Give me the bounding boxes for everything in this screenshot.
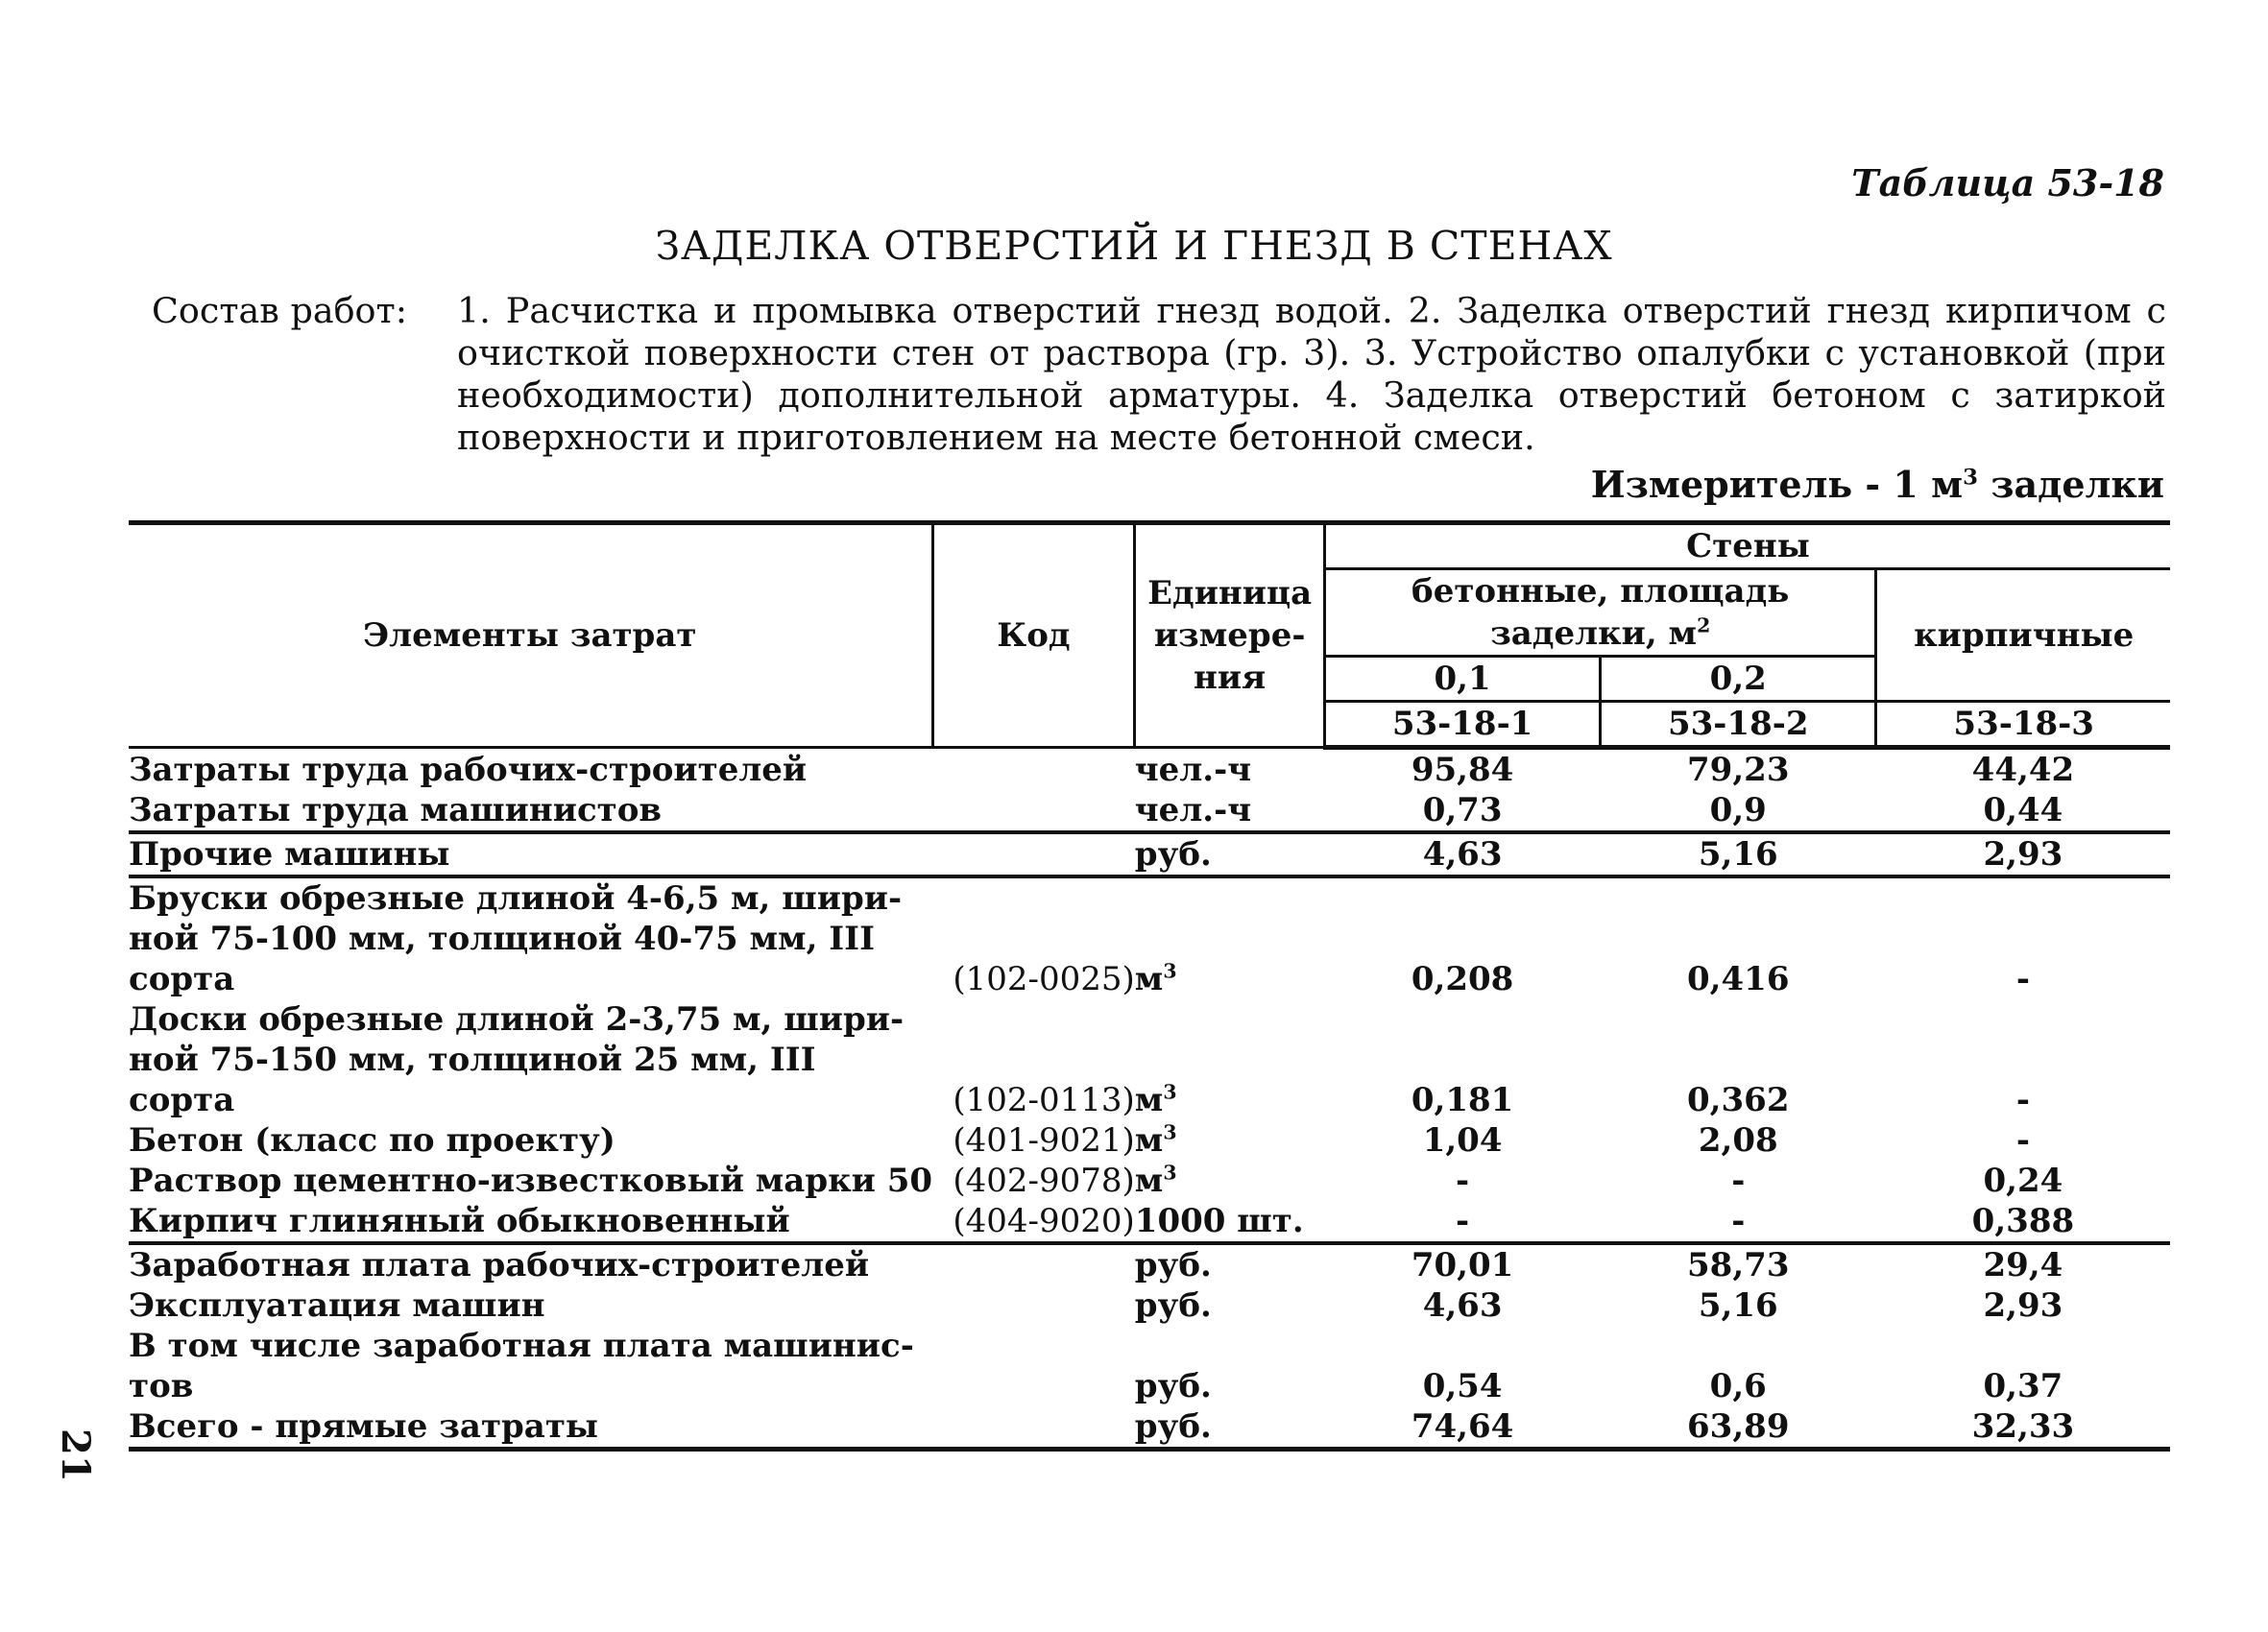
- row-value-2: -: [1731, 1202, 1746, 1240]
- row-unit-superscript: 3: [1163, 1080, 1177, 1104]
- row-unit-label: 1000 шт.: [1134, 1202, 1304, 1240]
- row-unit: [1135, 832, 1325, 876]
- row-unit-label: руб.: [1134, 1367, 1212, 1405]
- row-unit: [1135, 876, 1325, 999]
- row-unit: [1135, 1161, 1325, 1201]
- row-unit-label: чел.-ч: [1134, 751, 1252, 789]
- row-value-1: 74,64: [1411, 1407, 1514, 1446]
- row-value-1: 70,01: [1325, 1243, 1601, 1285]
- row-unit: [1135, 1243, 1325, 1285]
- row-value-2: 63,89: [1687, 1407, 1790, 1446]
- row-name: Эксплуатация машин: [129, 1286, 545, 1325]
- row-unit: [1135, 1201, 1325, 1243]
- row-value-2: 0,362: [1687, 1081, 1790, 1119]
- header-code-1: 53-18-1: [1325, 702, 1601, 748]
- row-value-2: -: [1731, 1162, 1746, 1200]
- row-unit: [1135, 1406, 1325, 1450]
- row-value-2: 0,416: [1601, 876, 1876, 999]
- row-unit-label: м: [1134, 960, 1164, 998]
- header-area-2: 0,2: [1601, 657, 1876, 702]
- table-row: [129, 1285, 2170, 1326]
- row-value-3: 32,33: [1971, 1407, 2075, 1446]
- table-row: [129, 1243, 2170, 1285]
- work-composition-text: 1. Расчистка и промывка отверстий гнезд водой. 2. Заделка отверстий гнезд кирпичом с очисткой поверхности стен от раствора (гр. 3). 3. Устройство опалубки с установкой (при необходимости) дополнительной арматуры. 4. Заделка отверстий бетоном с затиркой поверхности и приготовлением на месте бетонной смеси.: [457, 290, 2166, 458]
- header-code: Код: [932, 523, 1135, 748]
- row-value-2: 0,9: [1709, 791, 1767, 829]
- row-code: (404-9020): [953, 1202, 1135, 1240]
- row-code: (401-9021): [953, 1121, 1135, 1160]
- table-row: [129, 1326, 2170, 1406]
- row-value-3: 2,93: [1876, 832, 2170, 876]
- row-value-3: 0,44: [1983, 791, 2063, 829]
- row-value-2: 2,08: [1698, 1121, 1778, 1160]
- header-elements: Элементы затрат: [129, 523, 932, 748]
- row-unit-label: м: [1134, 1121, 1164, 1160]
- row-value-2: 0,6: [1709, 1367, 1767, 1405]
- row-name: Бетон (класс по проекту): [129, 1121, 615, 1160]
- row-unit-label: руб.: [1134, 1407, 1212, 1446]
- document-title: ЗАДЕЛКА ОТВЕРСТИЙ И ГНЕЗД В СТЕНАХ: [655, 223, 1613, 269]
- row-code: [932, 1326, 1135, 1406]
- table-row: [129, 748, 2170, 791]
- row-unit-label: руб.: [1134, 1246, 1212, 1284]
- row-code: [932, 748, 1135, 791]
- row-value-2: 5,16: [1601, 832, 1876, 876]
- row-code: (102-0025): [932, 876, 1135, 999]
- table-row: [129, 876, 2170, 999]
- row-unit: [1135, 748, 1325, 791]
- header-code-3: 53-18-3: [1876, 702, 2170, 748]
- row-code: [932, 832, 1135, 876]
- row-unit: [1135, 790, 1325, 832]
- row-unit-superscript: 3: [1163, 1161, 1177, 1185]
- norms-table: [129, 520, 2170, 1452]
- table-row: [129, 1161, 2170, 1201]
- row-unit: [1135, 1120, 1325, 1161]
- row-name: Прочие машины: [129, 832, 932, 876]
- row-name: Всего - прямые затраты: [129, 1407, 598, 1446]
- row-value-3: -: [1876, 876, 2170, 999]
- row-value-1: 1,04: [1422, 1121, 1503, 1160]
- table-row: [129, 999, 2170, 1120]
- header-code-2: 53-18-2: [1601, 702, 1876, 748]
- row-value-3: 0,24: [1983, 1162, 2063, 1200]
- row-name: Доски обрезные длиной 2-3,75 м, шири-ной 75-150 мм, толщиной 25 мм, III сорта: [129, 1000, 905, 1119]
- row-code: [932, 1285, 1135, 1326]
- row-value-1: 0,181: [1411, 1081, 1514, 1119]
- header-brick: кирпичные: [1876, 569, 2170, 702]
- header-walls: Стены: [1325, 523, 2170, 569]
- row-value-2: 5,16: [1698, 1286, 1778, 1325]
- row-value-1: 95,84: [1411, 751, 1514, 789]
- row-code: [932, 1406, 1135, 1450]
- row-value-3: 0,388: [1971, 1202, 2075, 1240]
- table-row: [129, 790, 2170, 832]
- row-unit-superscript: 3: [1163, 959, 1177, 983]
- row-unit-label: руб.: [1134, 1286, 1212, 1325]
- row-value-3: 2,93: [1983, 1286, 2063, 1325]
- row-code: (102-0113): [953, 1081, 1135, 1119]
- row-value-3: 44,42: [1971, 751, 2075, 789]
- table-number: Таблица 53-18: [1851, 161, 2164, 204]
- row-unit-label: м: [1134, 1081, 1164, 1119]
- row-value-1: -: [1456, 1202, 1470, 1240]
- header-concrete-label: бетонные, площадь заделки, м: [1411, 572, 1790, 653]
- row-code: (402-9078): [953, 1162, 1135, 1200]
- row-value-3: 29,4: [1876, 1243, 2170, 1285]
- row-unit-label: руб.: [1134, 835, 1212, 874]
- row-value-3: 0,37: [1983, 1367, 2063, 1405]
- row-unit-superscript: 3: [1163, 1120, 1177, 1144]
- header-concrete-superscript: 2: [1697, 613, 1711, 637]
- work-composition-label: Состав работ:: [152, 290, 408, 331]
- row-value-1: 4,63: [1422, 1286, 1503, 1325]
- measure-superscript: 3: [1963, 465, 1978, 491]
- row-value-1: 0,54: [1422, 1367, 1503, 1405]
- row-value-1: 0,73: [1422, 791, 1503, 829]
- row-code: [932, 1243, 1135, 1285]
- table-row: [129, 1201, 2170, 1243]
- row-name: В том числе заработная плата машинис-тов: [129, 1327, 914, 1405]
- row-name: Бруски обрезные длиной 4-6,5 м, шири-ной 75-100 мм, толщиной 40-75 мм, III сорта: [129, 876, 932, 999]
- row-name: Заработная плата рабочих-строителей: [129, 1243, 932, 1285]
- header-unit: Единица измере-ния: [1135, 523, 1325, 748]
- row-unit: [1135, 1285, 1325, 1326]
- measure-unit: [1591, 463, 2164, 506]
- row-name: Затраты труда машинистов: [129, 791, 663, 829]
- row-value-1: -: [1456, 1162, 1470, 1200]
- row-value-2: 58,73: [1601, 1243, 1876, 1285]
- row-value-1: 0,208: [1325, 876, 1601, 999]
- row-code: [932, 790, 1135, 832]
- table-row: [129, 1120, 2170, 1161]
- measure-suffix: заделки: [1977, 463, 2164, 506]
- row-value-1: 4,63: [1325, 832, 1601, 876]
- table-row: [129, 1406, 2170, 1450]
- table-row: [129, 832, 2170, 876]
- row-unit-label: чел.-ч: [1134, 791, 1252, 829]
- row-name: Раствор цементно-известковый марки 50: [129, 1162, 933, 1200]
- row-value-3: -: [2015, 1081, 2030, 1119]
- row-name: Кирпич глиняный обыкновенный: [129, 1202, 790, 1240]
- header-concrete: [1325, 569, 1876, 657]
- row-unit: [1135, 999, 1325, 1120]
- row-name: Затраты труда рабочих-строителей: [129, 751, 808, 789]
- row-value-3: -: [2015, 1121, 2030, 1160]
- row-value-2: 79,23: [1687, 751, 1790, 789]
- page-number: 21: [53, 1428, 98, 1482]
- row-unit-label: м: [1134, 1162, 1164, 1200]
- header-area-1: 0,1: [1325, 657, 1601, 702]
- measure-prefix: Измеритель - 1 м: [1590, 463, 1964, 506]
- row-unit: [1135, 1326, 1325, 1406]
